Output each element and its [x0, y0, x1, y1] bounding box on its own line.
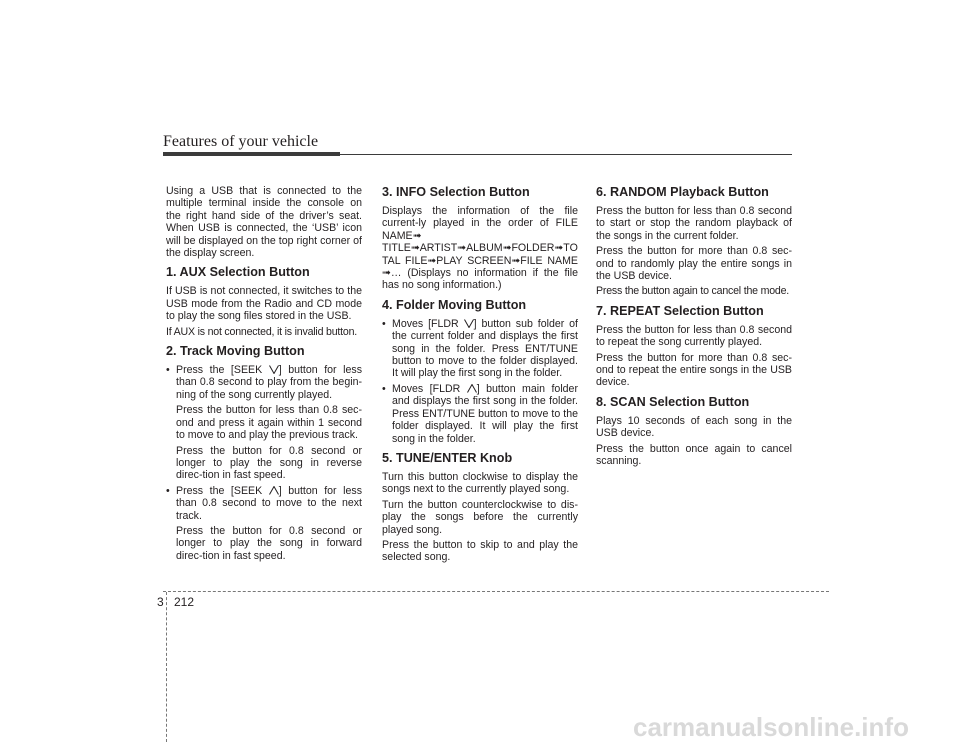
aux-paragraph-2: If AUX is not connected, it is invalid button.	[166, 325, 358, 338]
track-heading: 2. Track Moving Button	[166, 344, 305, 359]
track-b2-pre: Press the [SEEK	[176, 484, 269, 497]
tune-paragraph-1: Turn this button clockwise to display the songs next to the currently played song.	[382, 470, 578, 496]
repeat-heading: 7. REPEAT Selection Button	[596, 303, 764, 318]
chevron-up-icon	[269, 486, 279, 495]
tune-paragraph-3: Press the button to skip to and play the selected song.	[382, 538, 578, 564]
header-rule-thin	[340, 154, 792, 155]
page-header-title: Features of your vehicle	[163, 133, 319, 150]
header-rule-thick	[163, 152, 340, 156]
track-b1-paragraph-2: Press the button for less than 0.8 sec-ond and press it again within 1 second to move to and play the previous track.	[176, 404, 362, 442]
folder-b2-post: ] button main folder and displays the first song in the folder. Press ENT/TUNE button to move to the folder displayed. It will play the first song in the folder.	[392, 382, 578, 445]
repeat-paragraph-2: Press the button for more than 0.8 sec-ond to repeat the entire songs in the USB device.	[596, 351, 792, 389]
track-b2-paragraph-2: Press the button for 0.8 second or longer to play the song in forward direc-tion in fast speed.	[176, 524, 362, 562]
track-bullet-next	[166, 485, 362, 562]
column-middle	[382, 185, 578, 567]
footer-dashed-divider	[166, 592, 167, 742]
folder-bullet-sub	[382, 318, 578, 380]
random-heading: 6. RANDOM Playback Button	[596, 185, 769, 199]
scan-paragraph-1: Plays 10 seconds of each song in the USB device.	[596, 414, 792, 440]
folder-b1-pre: Moves [FLDR	[392, 317, 464, 330]
scan-paragraph-2: Press the button once again to cancel scanning.	[596, 442, 792, 468]
folder-bullet-list	[382, 318, 578, 445]
info-heading: 3. INFO Selection Button	[382, 185, 530, 199]
track-b2-post: ] button for less than 0.8 second to move to the next track.	[176, 484, 362, 522]
folder-bullet-main	[382, 383, 578, 445]
column-right	[596, 185, 792, 471]
column-left	[166, 185, 362, 565]
track-bullet-previous	[166, 364, 362, 482]
folder-b1-post: ] button sub folder of the current folder and displays the first song in the folder. Press ENT/TUNE button to move to the folder displayed. It will play the first song in the folder.	[392, 317, 578, 380]
random-paragraph-3: Press the button again to cancel the mode.	[596, 285, 790, 298]
footer-dashed-rule	[163, 591, 829, 592]
section-number: 3	[157, 595, 164, 609]
intro-paragraph: Using a USB that is connected to the multiple terminal inside the console on the right hand side of the driver’s seat. When USB is connected, the ‘USB’ icon will be displayed on the top right corner of the display screen.	[166, 185, 362, 260]
chevron-down-icon	[464, 319, 474, 328]
track-b1-paragraph-3: Press the button for 0.8 second or longer to play the song in reverse direc-tion in fast speed.	[176, 444, 362, 482]
tune-paragraph-2: Turn the button counterclockwise to dis-play the songs before the currently played song.	[382, 498, 578, 536]
chevron-down-icon	[269, 365, 279, 374]
tune-heading: 5. TUNE/ENTER Knob	[382, 450, 513, 465]
folder-b2-pre: Moves [FLDR	[392, 382, 467, 395]
random-paragraph-1: Press the button for less than 0.8 second to start or stop the random playback of the songs in the current folder.	[596, 205, 792, 242]
aux-paragraph-1: If USB is not connected, it switches to the USB mode from the Radio and CD mode to play the song files stored in the USB.	[166, 285, 362, 323]
watermark: carmanualsonline.info	[633, 712, 909, 742]
aux-heading: 1. AUX Selection Button	[166, 265, 310, 280]
track-bullet-list	[166, 364, 362, 562]
info-paragraph: Displays the information of the file current-ly played in the order of FILE NAME➟ TITLE➟ARTIST➟ALBUM➟FOLDER➟TO TAL FILE➟PLAY SCREEN➟FILE NAME ➟… (Displays no information if the file has no song information.)	[382, 205, 578, 292]
folder-heading: 4. Folder Moving Button	[382, 297, 527, 312]
random-paragraph-2: Press the button for more than 0.8 sec-ond to randomly play the entire songs in the USB device.	[596, 245, 792, 283]
page-number: 212	[174, 595, 195, 609]
track-b1-post: ] button for less than 0.8 second to play from the begin-ning of the song currently played.	[176, 364, 362, 401]
chevron-up-icon	[467, 384, 477, 393]
repeat-paragraph-1: Press the button for less than 0.8 second to repeat the song currently played.	[596, 323, 792, 349]
scan-heading: 8. SCAN Selection Button	[596, 394, 750, 409]
track-b1-pre: Press the [SEEK	[176, 364, 269, 377]
